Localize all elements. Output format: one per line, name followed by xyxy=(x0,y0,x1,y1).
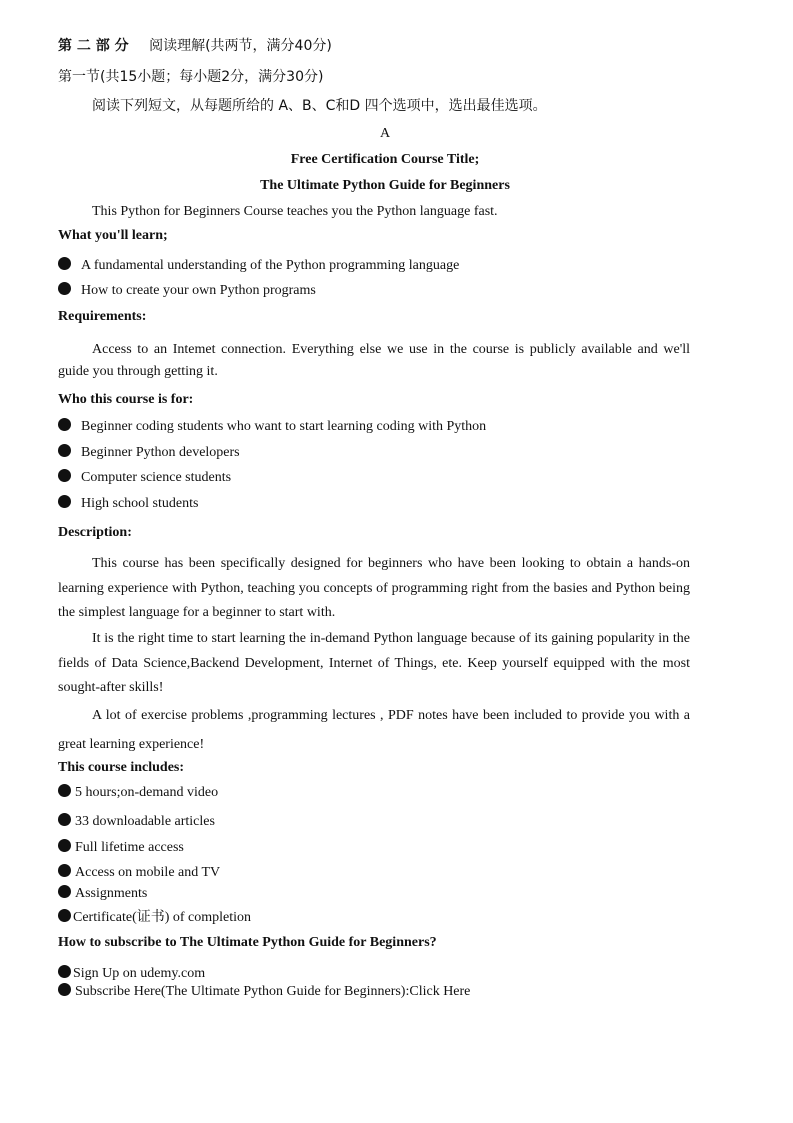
section-title: 第一节(共15小题；每小题2分，满分30分) xyxy=(58,69,324,85)
list-item: Full lifetime access xyxy=(58,839,184,857)
bullet-icon xyxy=(58,495,71,508)
list-item: Sign Up on udemy.com xyxy=(58,965,205,983)
list-item: 5 hours;on-demand video xyxy=(58,784,218,802)
bullet-icon xyxy=(58,909,71,922)
bullet-icon xyxy=(58,282,71,295)
list-item: Subscribe Here(The Ultimate Python Guide for Beginners):Click Here xyxy=(58,983,470,1001)
bullet-icon xyxy=(58,813,71,826)
list-item: Assignments xyxy=(58,885,147,903)
bullet-icon xyxy=(58,257,71,270)
requirements-heading: Requirements: xyxy=(58,309,147,324)
bullet-icon xyxy=(58,864,71,877)
passage-intro: This Python for Beginners Course teaches you the Python language fast. xyxy=(92,204,498,219)
description-paragraph-3: A lot of exercise problems ,programming lectures , PDF notes have been included to provide you with a great learning experience! xyxy=(58,708,690,752)
bullet-icon xyxy=(58,469,71,482)
requirements-text: Access to an Intemet connection. Everything else we use in the course is publicly available and we'll guide you through getting it. xyxy=(58,342,690,379)
list-item: Beginner coding students who want to start learning coding with Python xyxy=(58,418,486,436)
list-item: Certificate(证书) of completion xyxy=(58,909,251,927)
list-item: A fundamental understanding of the Python programming language xyxy=(58,257,459,275)
bullet-icon xyxy=(58,983,71,996)
bullet-icon xyxy=(58,418,71,431)
description-paragraph-1: This course has been specifically designed for beginners who have been looking to obtain a hands-on learning experience with Python, teaching you concepts of programming right from the basies and Python being the simplest language for a beginner to start with. xyxy=(58,556,690,620)
list-item: High school students xyxy=(58,495,198,513)
part-title: 第 二 部 分 xyxy=(58,38,129,54)
learn-heading: What you'll learn; xyxy=(58,228,168,243)
includes-heading: This course includes: xyxy=(58,760,185,775)
bullet-icon xyxy=(58,965,71,978)
passage-title-line1: Free Certification Course Title; xyxy=(290,152,480,167)
passage-title-line2: The Ultimate Python Guide for Beginners xyxy=(260,178,510,193)
bullet-icon xyxy=(58,784,71,797)
list-item: Beginner Python developers xyxy=(58,444,240,462)
part-description: 阅读理解(共两节，满分40分) xyxy=(149,38,332,54)
audience-heading: Who this course is for: xyxy=(58,392,194,407)
bullet-icon xyxy=(58,839,71,852)
bullet-icon xyxy=(58,885,71,898)
list-item: 33 downloadable articles xyxy=(58,813,215,831)
list-item: Access on mobile and TV xyxy=(58,864,220,882)
subscribe-heading: How to subscribe to The Ultimate Python Guide for Beginners? xyxy=(58,935,437,950)
bullet-icon xyxy=(58,444,71,457)
instruction: 阅读下列短文，从每题所给的 A、B、C和D 四个选项中，选出最佳选项。 xyxy=(92,98,547,114)
part-header xyxy=(58,37,332,55)
list-item: How to create your own Python programs xyxy=(58,282,316,300)
list-item: Computer science students xyxy=(58,469,231,487)
passage-letter: A xyxy=(379,126,391,141)
description-heading: Description: xyxy=(58,525,132,540)
description-paragraph-2: It is the right time to start learning the in-demand Python language because of its gaining popularity in the fields of Data Science,Backend Development, Internet of Things, ete. Keep yourself equipped with the most sought-after skills! xyxy=(58,631,690,695)
